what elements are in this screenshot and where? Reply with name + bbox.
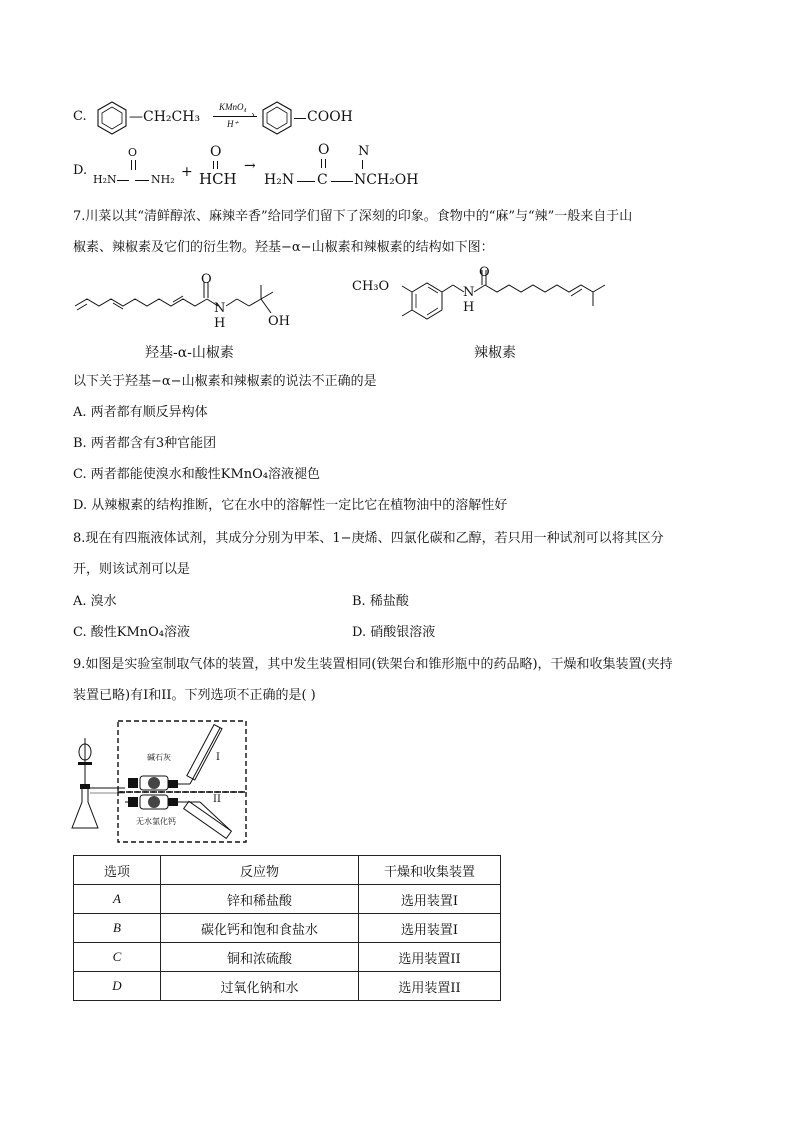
formaldehyde-o: O bbox=[210, 144, 222, 160]
apparatus-label-top: 碱石灰 bbox=[147, 753, 171, 762]
arrow-head-icon: › bbox=[251, 110, 255, 121]
apparatus-roman-1: I bbox=[216, 752, 220, 763]
bond-line bbox=[331, 181, 353, 182]
option-label: C. bbox=[73, 109, 87, 124]
ethyl-group: —CH₂CH₃ bbox=[129, 109, 201, 125]
q7-option-b: B. 两者都含有3种官能团 bbox=[73, 436, 217, 451]
formaldehyde: HCH bbox=[199, 170, 237, 188]
table-cell: 碳化钙和饱和食盐水 bbox=[161, 914, 359, 943]
apparatus-label-bottom: 无水氯化钙 bbox=[136, 817, 176, 826]
q9-stem-line1: 9.如图是实验室制取气体的装置，其中发生装置相同(铁架台和锥形瓶中的药品略)，干燥和收集装置(夹持 bbox=[73, 657, 673, 672]
table-cell: 过氧化钠和水 bbox=[161, 972, 359, 1001]
struct1-oh: OH bbox=[268, 314, 290, 329]
q7-option-a: A. 两者都有顺反异构体 bbox=[73, 405, 208, 420]
bond-line bbox=[294, 118, 306, 119]
urea-left: H₂N bbox=[93, 173, 117, 186]
q7-option-c: C. 两者都能使溴水和酸性KMnO₄溶液褪色 bbox=[73, 467, 321, 482]
table-header: 反应物 bbox=[161, 856, 359, 885]
q8-stem-line2: 开，则该试剂可以是 bbox=[73, 562, 191, 577]
struct2-h: H bbox=[463, 300, 475, 315]
struct2-n: N bbox=[463, 285, 475, 300]
q7-stem-line2: 椒素、辣椒素及它们的衍生物。羟基−α−山椒素和辣椒素的结构如下图： bbox=[73, 240, 494, 255]
double-bond bbox=[131, 160, 136, 170]
plus-sign: + bbox=[181, 164, 193, 180]
product-c: C bbox=[317, 172, 328, 188]
struct1-caption: 羟基-α-山椒素 bbox=[145, 345, 234, 361]
q7-option-d: D. 从辣椒素的结构推断，它在水中的溶解性一定比它在植物油中的溶解性好 bbox=[73, 498, 508, 513]
table-row bbox=[74, 885, 501, 914]
table-row bbox=[74, 914, 501, 943]
table-cell: 选用装置II bbox=[359, 972, 501, 1001]
q9-stem-line2: 装置已略)有I和II。下列选项不正确的是( ) bbox=[73, 688, 316, 703]
reaction-arrow bbox=[213, 102, 257, 132]
q8-option-d: D. 硝酸银溶液 bbox=[352, 625, 436, 640]
bond-line bbox=[362, 160, 363, 169]
table-cell: 选用装置I bbox=[359, 914, 501, 943]
table-header-row bbox=[74, 856, 501, 885]
q6-option-d bbox=[73, 142, 433, 194]
benzene-ring-icon bbox=[260, 100, 294, 136]
reagent-bottom: H⁺ bbox=[227, 119, 239, 129]
table-cell: 锌和稀盐酸 bbox=[161, 885, 359, 914]
table-cell: B bbox=[74, 914, 161, 943]
urea-o: O bbox=[128, 146, 138, 159]
table-header: 选项 bbox=[74, 856, 161, 885]
struct2-o: O bbox=[479, 265, 490, 280]
reagent-top: KMnO₄ bbox=[219, 102, 247, 112]
q8-option-c: C. 酸性KMnO₄溶液 bbox=[73, 625, 191, 640]
bond-line bbox=[135, 180, 149, 181]
table-row bbox=[74, 972, 501, 1001]
table-row bbox=[74, 943, 501, 972]
q7-question: 以下关于羟基−α−山椒素和辣椒素的说法不正确的是 bbox=[73, 374, 377, 389]
product-left: H₂N bbox=[264, 172, 295, 188]
bond-line bbox=[297, 181, 315, 182]
q8-option-b: B. 稀盐酸 bbox=[352, 594, 409, 609]
struct1-n: N bbox=[214, 301, 226, 316]
benzene-ring-icon bbox=[95, 100, 129, 136]
struct2-ch3o: CH₃O bbox=[352, 279, 390, 294]
table-header: 干燥和收集装置 bbox=[359, 856, 501, 885]
table-cell: D bbox=[74, 972, 161, 1001]
struct1-h: H bbox=[214, 316, 226, 331]
q9-options-table bbox=[73, 855, 501, 1001]
q8-stem-line1: 8.现在有四瓶液体试剂，其成分分别为甲苯、1−庚烯、四氯化碳和乙醇，若只用一种试剂可以将其区分 bbox=[73, 531, 664, 546]
struct1-o: O bbox=[201, 272, 212, 287]
q7-stem-line1: 7.川菜以其“清鲜醇浓、麻辣辛香”给同学们留下了深刻的印象。食物中的“麻”与“辣”一般来自于山 bbox=[73, 209, 633, 224]
table-cell: C bbox=[74, 943, 161, 972]
table-cell: 选用装置I bbox=[359, 885, 501, 914]
q8-option-a: A. 溴水 bbox=[73, 594, 117, 609]
table-cell: 选用装置II bbox=[359, 943, 501, 972]
table-cell: 铜和浓硫酸 bbox=[161, 943, 359, 972]
bond-line bbox=[117, 180, 129, 181]
table-cell: A bbox=[74, 885, 161, 914]
urea-right: NH₂ bbox=[151, 173, 175, 186]
carboxyl-group: COOH bbox=[307, 109, 353, 125]
double-bond bbox=[321, 159, 326, 168]
product-o: O bbox=[318, 142, 330, 158]
option-label: D. bbox=[73, 163, 88, 178]
struct2-caption: 辣椒素 bbox=[474, 345, 516, 361]
product-n: N bbox=[358, 144, 370, 159]
arrow-icon: → bbox=[244, 158, 256, 174]
double-bond bbox=[213, 161, 218, 169]
q6-option-c bbox=[73, 100, 373, 136]
apparatus-roman-2: II bbox=[213, 794, 221, 805]
product-right: NCH₂OH bbox=[354, 172, 419, 188]
